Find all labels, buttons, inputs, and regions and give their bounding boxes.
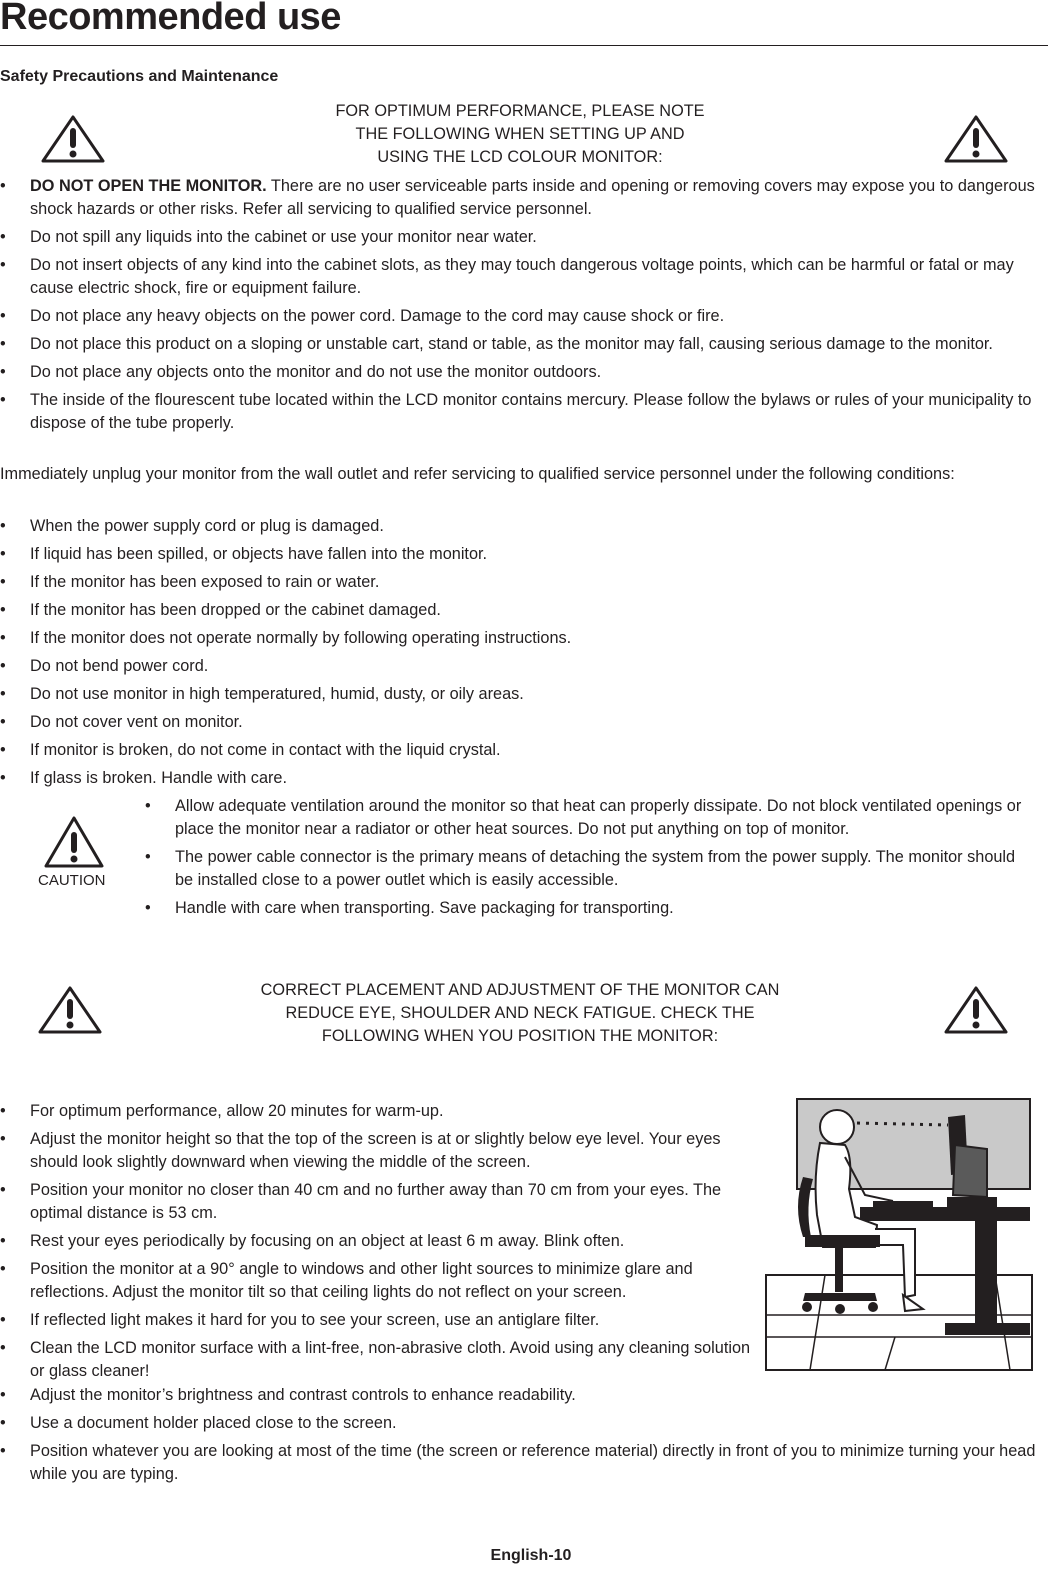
page-title: Recommended use — [0, 0, 341, 38]
caution-label: CAUTION — [38, 872, 106, 889]
warning-triangle-icon — [37, 985, 103, 1035]
list-item-text: There are no user serviceable parts inside and opening or removing covers may expose you to dangerous shock hazards or other risks. Refer all servicing to qualified service personnel. — [30, 177, 1035, 218]
notice-line: THE FOLLOWING WHEN SETTING UP AND — [355, 125, 685, 143]
warning-triangle-icon — [40, 114, 106, 164]
list-item: • Do not cover vent on monitor. — [0, 711, 1045, 734]
list-item: • The inside of the flourescent tube located within the LCD monitor contains mercury. Please follow the bylaws or rules of your municipality to dispose of the tube properly. — [0, 389, 1045, 435]
list-item: • If reflected light makes it hard for you to see your screen, use an antiglare filter. — [0, 1309, 760, 1332]
list-item: • Position whatever you are looking at most of the time (the screen or reference material) directly in front of you to minimize turning your head while you are typing. — [0, 1440, 1045, 1486]
placement-notice — [205, 979, 835, 1048]
list-item: • For optimum performance, allow 20 minutes for warm-up. — [0, 1100, 760, 1123]
section-title: Safety Precautions and Maintenance — [0, 68, 279, 85]
notice-line: CORRECT PLACEMENT AND ADJUSTMENT OF THE MONITOR CAN — [260, 981, 780, 999]
warning-triangle-icon — [943, 985, 1009, 1035]
notice-line: REDUCE EYE, SHOULDER AND NECK FATIGUE. CHECK THE — [285, 1004, 755, 1022]
list-item: • If the monitor has been exposed to rain or water. — [0, 571, 1045, 594]
page-footer: English-10 — [490, 1547, 572, 1564]
list-item: • If the monitor does not operate normally by following operating instructions. — [0, 627, 1045, 650]
list-item: • If monitor is broken, do not come in contact with the liquid crystal. — [0, 739, 1045, 762]
placement-list-continued — [0, 1384, 1045, 1491]
list-item: • Position your monitor no closer than 40 cm and no further away than 70 cm from your eyes. The optimal distance is 53 cm. — [0, 1179, 760, 1225]
list-item: • Do not insert objects of any kind into the cabinet slots, as they may touch dangerous voltage points, which can be harmful or fatal or may cause electric shock, fire or equipment failure. — [0, 254, 1045, 300]
list-item: • Do not bend power cord. — [0, 655, 1045, 678]
list-item: • Adjust the monitor height so that the top of the screen is at or slightly below eye level. Your eyes should look slightly downward when viewing the middle of the screen. — [0, 1128, 760, 1174]
list-item: • If the monitor has been dropped or the cabinet damaged. — [0, 599, 1045, 622]
notice-line: USING THE LCD COLOUR MONITOR: — [377, 148, 663, 166]
list-item: • If glass is broken. Handle with care. — [0, 767, 1045, 790]
list-item: • Position the monitor at a 90° angle to windows and other light sources to minimize glare and reflections. Adjust the monitor tilt so that ceiling lights do not reflect on your screen. — [0, 1258, 760, 1304]
notice-line: FOLLOWING WHEN YOU POSITION THE MONITOR: — [321, 1027, 719, 1045]
notice-line: FOR OPTIMUM PERFORMANCE, PLEASE NOTE — [335, 102, 705, 120]
caution-triangle-icon — [43, 815, 105, 869]
list-item: • Adjust the monitor’s brightness and contrast controls to enhance readability. — [0, 1384, 1045, 1407]
safety-list — [0, 175, 1045, 440]
caution-list — [145, 795, 1035, 925]
title-divider — [0, 45, 1048, 46]
list-item — [0, 175, 1045, 221]
list-item: • Do not use monitor in high temperatured, humid, dusty, or oily areas. — [0, 683, 1045, 706]
list-item: • Handle with care when transporting. Save packaging for transporting. — [145, 897, 1035, 920]
warning-triangle-icon — [943, 114, 1009, 164]
performance-notice — [300, 100, 740, 169]
ergonomic-workstation-illustration — [765, 1097, 1035, 1372]
list-item: • Do not place any heavy objects on the power cord. Damage to the cord may cause shock or fire. — [0, 305, 1045, 328]
list-item: • Allow adequate ventilation around the monitor so that heat can properly dissipate. Do not block ventilated openings or place the monitor near a radiator or other heat sources. Do not put anything on top of monitor. — [145, 795, 1035, 841]
list-item: • When the power supply cord or plug is damaged. — [0, 515, 1045, 538]
list-item: • Do not place this product on a sloping or unstable cart, stand or table, as the monitor may fall, causing serious damage to the monitor. — [0, 333, 1045, 356]
list-item: • Do not place any objects onto the monitor and do not use the monitor outdoors. — [0, 361, 1045, 384]
list-item: • Use a document holder placed close to the screen. — [0, 1412, 1045, 1435]
list-item: • If liquid has been spilled, or objects have fallen into the monitor. — [0, 543, 1045, 566]
list-item-emphasis: DO NOT OPEN THE MONITOR. — [30, 177, 267, 195]
placement-list — [0, 1100, 760, 1388]
unplug-intro: Immediately unplug your monitor from the wall outlet and refer servicing to qualified service personnel under the following conditions: — [0, 465, 955, 483]
list-item: • The power cable connector is the primary means of detaching the system from the power supply. The monitor should be installed close to a power outlet which is easily accessible. — [145, 846, 1035, 892]
list-item: • Clean the LCD monitor surface with a lint-free, non-abrasive cloth. Avoid using any cleaning solution or glass cleaner! — [0, 1337, 760, 1383]
unplug-conditions-list — [0, 515, 1045, 795]
list-item: • Rest your eyes periodically by focusing on an object at least 6 m away. Blink often. — [0, 1230, 760, 1253]
list-item: • Do not spill any liquids into the cabinet or use your monitor near water. — [0, 226, 1045, 249]
